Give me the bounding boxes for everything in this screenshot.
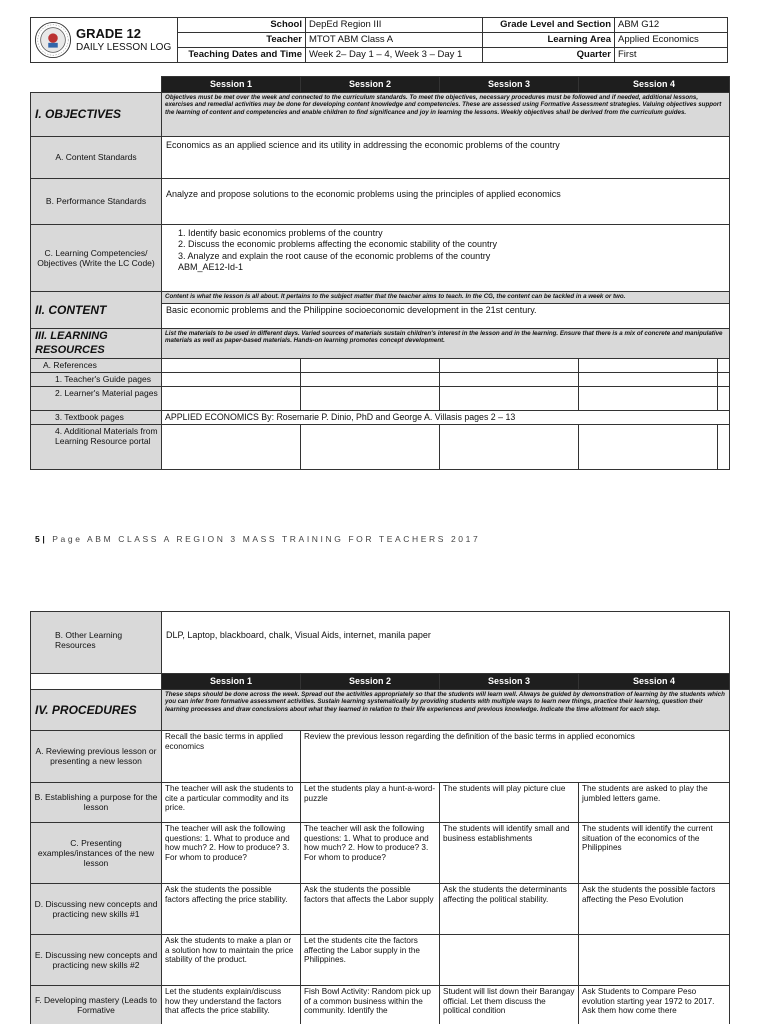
other-resources-value: DLP, Laptop, blackboard, chalk, Visual Aids, internet, manila paper [162,612,730,674]
performance-standards-label: B. Performance Standards [31,179,162,225]
competency-item: 2. Discuss the economic problems affecting the economic stability of the country [178,239,497,250]
competency-item: 3. Analyze and explain the root cause of the economic problems of the country [178,250,491,261]
content-text: Basic economic problems and the Philippine socioeconomic development in the 21st century. [162,304,730,329]
competencies-list [162,225,729,262]
procedures-note: These steps should be done across the week. Spread out the activities appropriately so that the students will learn well. Always be guided by demonstration of learning by the students which you can infer from formative assessment activities. Sustain learning systematically by providing students with multiple ways to learn new things, practice their learning, question their learning processes and draw conclusions about what they learned in relation to their life experiences and previous knowledge. Indicate the time allotment for each step. [162,689,730,730]
procedure-f-session-4: Ask Students to Compare Peso evolution starting year 1972 to 2017. Ask them how come there [579,985,730,1024]
learning-area-value: Applied Economics [615,33,728,48]
procedure-b-session-4: The students are asked to play the jumbled letters game. [579,782,730,822]
procedure-b-session-1: The teacher will ask the students to cite a particular commodity and its price. [162,782,301,822]
grade-title: GRADE 12 [76,26,142,42]
procedure-b-session-2: Let the students play a hunt-a-word-puzzle [301,782,440,822]
procedure-c-session-1: The teacher will ask the following questions: 1. What to produce and how much? 2. How to produce? 3. For whom to produce? [162,822,301,883]
other-resources-label: B. Other Learning Resources [31,612,162,674]
dates-label: Teaching Dates and Time [178,48,306,63]
procedure-b-session-3: The students will play picture clue [440,782,579,822]
procedure-label-c: C. Presenting examples/instances of the new lesson [31,822,162,883]
resources-title: III. LEARNING RESOURCES [31,329,162,359]
procedure-f-session-3: Student will list down their Barangay official. Let them discuss the political condition [440,985,579,1024]
textbook-label: 3. Textbook pages [31,411,162,425]
content-standards-label: A. Content Standards [31,137,162,179]
session-1-header: Session 1 [162,674,301,690]
lesson-table-page2 [30,611,730,1024]
session-3-header: Session 3 [440,77,579,93]
lesson-table-page1 [30,76,730,470]
quarter-value: First [615,48,728,63]
textbook-value: APPLIED ECONOMICS By: Rosemarie P. Dinio, PhD and George A. Villasis pages 2 – 13 [162,411,730,425]
procedure-c-session-2: The teacher will ask the following questions: 1. What to produce and how much? 2. How to produce? 3. For whom to produce? [301,822,440,883]
session-2-header: Session 2 [301,77,440,93]
procedure-e-session-2: Let the students cite the factors affecting the Labor supply in the Philippines. [301,934,440,985]
session-3-header: Session 3 [440,674,579,690]
objectives-note: Objectives must be met over the week and connected to the curriculum standards. To meet the objectives, necessary procedures must be followed and if needed, additional lessons, exercises and remedial activities may be done for developing content knowledge and competencies. These are assessed using Formative Assessment strategies. Valuing objectives support the learning of content and competencies and enable children to find significance and joy in learning the lessons. Weekly objectives shall be derived from the curriculum guides. [162,93,730,137]
procedure-c-session-3: The students will identify small and business establishments [440,822,579,883]
procedure-f-session-1: Let the students explain/discuss how they understand the factors that affects the price stability. [162,985,301,1024]
procedure-a-session-1: Recall the basic terms in applied economics [162,730,301,782]
grade-section-value: ABM G12 [615,18,728,33]
teacher-value: MTOT ABM Class A [306,33,483,48]
procedure-c-session-4: The students will identify the current situation of the economics of the Philippines [579,822,730,883]
learners-material-label: 2. Learner's Material pages [31,387,162,411]
deped-seal-icon [34,21,72,59]
learning-area-label: Learning Area [483,33,615,48]
procedure-label-d: D. Discussing new concepts and practicing new skills #1 [31,883,162,934]
session-1-header: Session 1 [162,77,301,93]
competency-item: 1. Identify basic economics problems of the country [178,228,383,238]
header-table [30,17,728,63]
competencies-label: C. Learning Competencies/ Objectives (Write the LC Code) [31,225,162,292]
session-4-header: Session 4 [579,77,730,93]
footer-separator: | [42,534,48,544]
grade-section-label: Grade Level and Section [483,18,615,33]
dates-value: Week 2– Day 1 – 4, Week 3 – Day 1 [306,48,483,63]
footer-text: Page ABM CLASS A REGION 3 MASS TRAINING FOR TEACHERS 2017 [52,534,481,544]
school-label: School [178,18,306,33]
references-label: A. References [31,359,162,373]
log-title: DAILY LESSON LOG [76,41,172,53]
teachers-guide-label: 1. Teacher's Guide pages [31,373,162,387]
content-note: Content is what the lesson is all about. It pertains to the subject matter that the teacher aims to teach. In the CG, the content can be tackled in a week or two. [162,292,730,304]
procedures-title: IV. PROCEDURES [31,689,162,730]
header-title-block [31,18,178,63]
procedure-label-b: B. Establishing a purpose for the lesson [31,782,162,822]
procedure-label-a: A. Reviewing previous lesson or presenting a new lesson [31,730,162,782]
content-title: II. CONTENT [31,292,162,329]
content-standards-text: Economics as an applied science and its utility in addressing the economic problems of the country [162,137,730,179]
procedure-a-sessions-2-4: Review the previous lesson regarding the definition of the basic terms in applied economics [301,730,730,782]
procedure-label-e: E. Discussing new concepts and practicing new skills #2 [31,934,162,985]
procedure-d-session-2: Ask the students the possible factors that affects the Labor supply [301,883,440,934]
procedure-d-session-1: Ask the students the possible factors affecting the price stability. [162,883,301,934]
procedure-e-session-1: Ask the students to make a plan or a solution how to maintain the price stability of the product. [162,934,301,985]
procedure-d-session-4: Ask the students the possible factors affecting the Peso Evolution [579,883,730,934]
procedure-f-session-2: Fish Bowl Activity: Random pick up of a common business within the community. Identify the [301,985,440,1024]
procedure-label-f: F. Developing mastery (Leads to Formative [31,985,162,1024]
resources-note: List the materials to be used in different days. Varied sources of materials sustain children's interest in the lesson and in the learning. Ensure that there is a mix of concrete and manipulative materials as well as paper-based materials. Hands-on learning promotes concept development. [162,329,730,359]
procedure-e-session-3 [440,934,579,985]
competencies-cell [162,225,730,292]
page-footer [35,534,480,544]
lc-code: ABM_AE12-Id-1 [178,261,244,272]
teacher-label: Teacher [178,33,306,48]
procedure-e-session-4 [579,934,730,985]
objectives-title: I. OBJECTIVES [31,93,162,137]
page-number: 5 [35,534,43,544]
additional-materials-label: 4. Additional Materials from Learning Resource portal [31,425,162,470]
performance-standards-text: Analyze and propose solutions to the economic problems using the principles of applied economics [162,179,730,225]
session-2-header: Session 2 [301,674,440,690]
quarter-label: Quarter [483,48,615,63]
procedure-d-session-3: Ask the students the determinants affecting the political stability. [440,883,579,934]
session-4-header: Session 4 [579,674,730,690]
school-value: DepEd Region III [306,18,483,33]
